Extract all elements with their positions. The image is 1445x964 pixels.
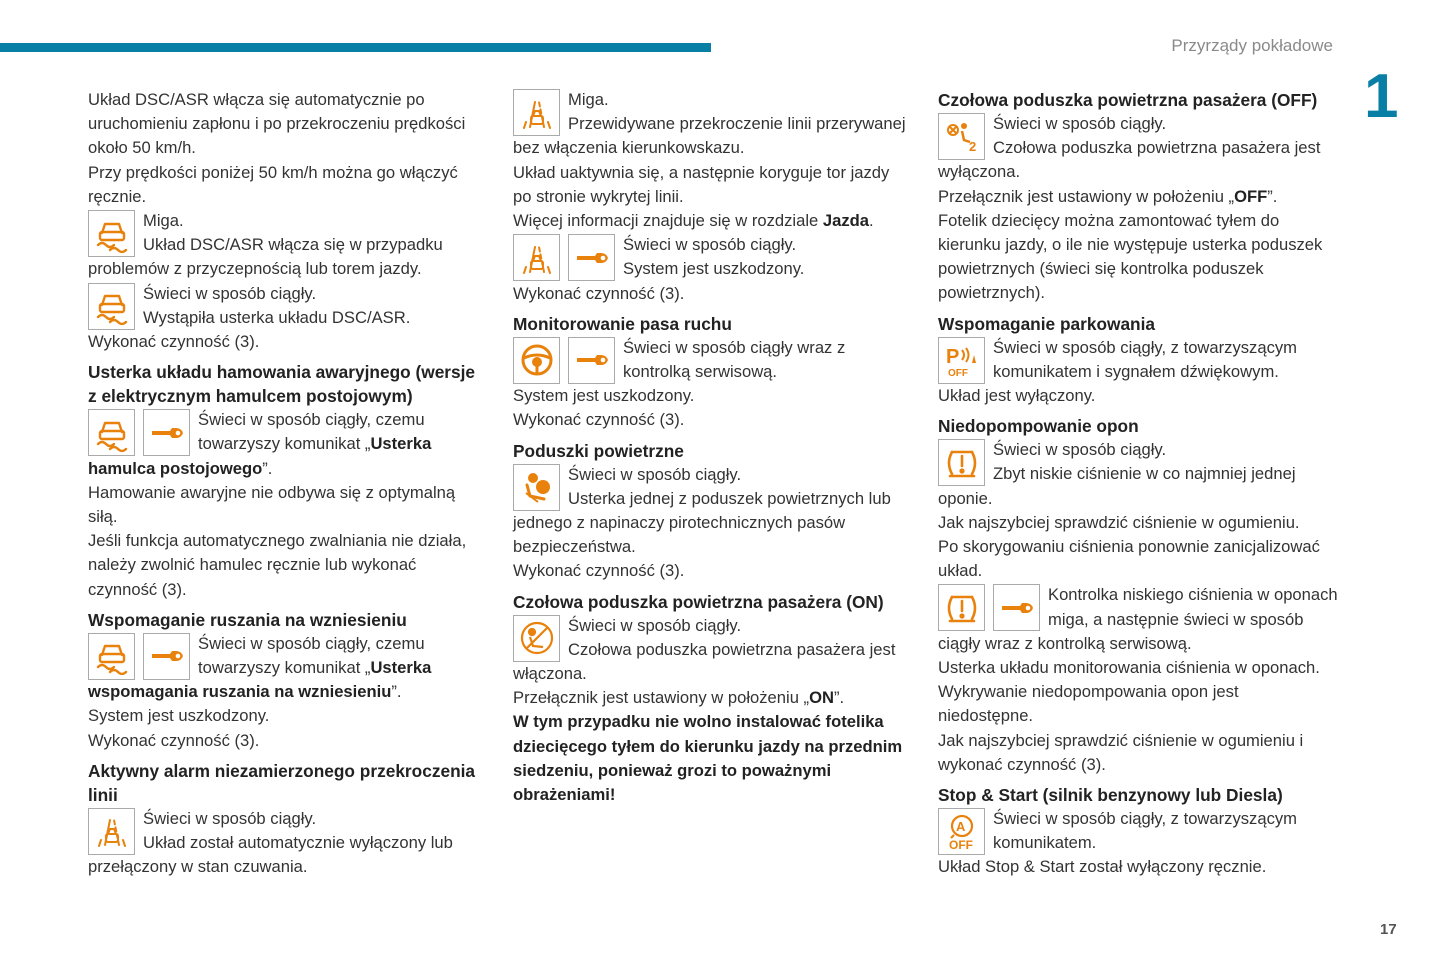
stop-start-off-icon: [938, 808, 985, 855]
heading: Niedopompowanie opon: [938, 416, 1139, 437]
paragraph: Świeci w sposób ciągły.: [143, 808, 317, 828]
lane-departure-icon: [513, 89, 560, 136]
tyre-pressure-icon: [938, 439, 985, 486]
lane-departure-icon: [513, 234, 560, 281]
airbag-icon: [513, 464, 560, 511]
paragraph: Świeci w sposób ciągły, z towarzyszącym komunikatem i sygnałem dźwiękowym.: [993, 337, 1298, 381]
paragraph: Wykrywanie niedopompowania opon jest niedostępne.: [938, 682, 1239, 726]
paragraph: Usterka jednej z poduszek powietrznych lub jednego z napinaczy pirotechnicznych pasów bezpieczeństwa.: [513, 488, 891, 557]
page-number: 17: [1380, 921, 1397, 938]
paragraph: Przełącznik jest ustawiony w położeniu „ON”.: [513, 688, 845, 708]
paragraph: Wykonać czynność (3).: [88, 332, 260, 352]
paragraph: Usterka układu monitorowania ciśnienia w oponach.: [938, 658, 1320, 678]
paragraph: Wykonać czynność (3).: [513, 283, 685, 303]
paragraph: Układ DSC/ASR włącza się w przypadku problemów z przyczepnością lub torem jazdy.: [88, 235, 443, 279]
paragraph: Przewidywane przekroczenie linii przerywanej bez włączenia kierunkowskazu.: [513, 114, 906, 158]
paragraph: Miga.: [143, 211, 184, 231]
heading: Czołowa poduszka powietrzna pasażera (OFF): [938, 90, 1318, 110]
park-off-label: OFF: [947, 368, 968, 380]
passenger-airbag-off-icon: [938, 113, 985, 160]
paragraph: Świeci w sposób ciągły.: [568, 615, 742, 635]
wrench-icon: [568, 337, 615, 384]
paragraph: Układ Stop & Start został wyłączony ręcznie.: [938, 857, 1267, 877]
column-2: [513, 88, 908, 807]
paragraph: Świeci w sposób ciągły.: [993, 440, 1167, 460]
paragraph: Zbyt niskie ciśnienie w co najmniej jednej oponie.: [938, 464, 1296, 508]
dsc-asr-warning-icon: [88, 409, 135, 456]
ss-icon-letter: A: [955, 818, 965, 834]
paragraph: Przełącznik jest ustawiony w położeniu „OFF”.: [938, 186, 1278, 206]
paragraph: Więcej informacji znajduje się w rozdziale Jazda.: [513, 211, 874, 231]
heading: Czołowa poduszka powietrzna pasażera (ON): [513, 591, 884, 612]
heading: Usterka układu hamowania awaryjnego (wersje z elektrycznym hamulcem postojowym): [88, 362, 476, 407]
ss-off-label: OFF: [948, 837, 973, 851]
paragraph: System jest uszkodzony.: [513, 386, 695, 406]
paragraph: Miga.: [568, 90, 609, 109]
paragraph: System jest uszkodzony.: [88, 706, 270, 726]
paragraph: Jak najszybciej sprawdzić ciśnienie w ogumieniu i wykonać czynność (3).: [938, 730, 1304, 774]
paragraph: Świeci w sposób ciągły wraz z kontrolką serwisową.: [623, 337, 846, 382]
paragraph: Świeci w sposób ciągły.: [568, 464, 742, 484]
heading: Monitorowanie pasa ruchu: [513, 313, 732, 334]
paragraph: Po skorygowaniu ciśnienia ponownie zanicjalizować układ.: [938, 537, 1320, 581]
header-accent-bar: [0, 43, 711, 52]
paragraph: Wykonać czynność (3).: [513, 410, 685, 430]
dsc-asr-warning-icon: [88, 633, 135, 680]
paragraph: System jest uszkodzony.: [623, 259, 805, 279]
wrench-icon: [993, 584, 1040, 631]
paragraph: Świeci w sposób ciągły.: [143, 283, 317, 303]
paragraph: Wykonać czynność (3).: [88, 730, 260, 750]
paragraph: Układ DSC/ASR włącza się automatycznie po uruchomieniu zapłonu i po przekroczeniu prędkości około 50 km/h.: [88, 90, 466, 158]
paragraph: Fotelik dziecięcy można zamontować tyłem do kierunku jazdy, o ile nie występuje usterka poduszek powietrznych (świeci się kontrolka poduszek powietrznych).: [938, 210, 1323, 303]
dsc-asr-warning-icon: [88, 283, 135, 330]
lane-departure-icon: [88, 808, 135, 855]
paragraph: Hamowanie awaryjne nie odbywa się z optymalną siłą.: [88, 482, 456, 527]
heading: Aktywny alarm niezamierzonego przekroczenia linii: [88, 760, 476, 805]
paragraph: Czołowa poduszka powietrzna pasażera jest włączona.: [513, 639, 896, 684]
column-3: [938, 88, 1338, 880]
paragraph: Świeci w sposób ciągły, z towarzyszącym komunikatem.: [993, 809, 1298, 853]
chapter-number: 1: [1364, 62, 1399, 131]
passenger-airbag-on-icon: [513, 615, 560, 662]
paragraph: Świeci w sposób ciągły, czemu towarzyszy komunikat „Usterka wspomagania ruszania na wzniesieniu”.: [88, 633, 432, 702]
paragraph: Przy prędkości poniżej 50 km/h można go włączyć ręcznie.: [88, 162, 458, 206]
heading: Wspomaganie parkowania: [938, 313, 1156, 334]
paragraph: Świeci w sposób ciągły, czemu towarzyszy komunikat „Usterka hamulca postojowego”.: [88, 410, 432, 478]
wrench-icon: [568, 234, 615, 281]
paragraph: Wystąpiła usterka układu DSC/ASR.: [143, 307, 411, 327]
section-title: Przyrządy pokładowe: [1171, 36, 1333, 55]
heading: Wspomaganie ruszania na wzniesieniu: [88, 609, 407, 630]
paragraph: Kontrolka niskiego ciśnienia w oponach miga, a następnie świeci w sposób ciągły wraz z kontrolką serwisową.: [938, 585, 1338, 653]
wrench-icon: [143, 409, 190, 456]
warning-paragraph: W tym przypadku nie wolno instalować fotelika dziecięcego tyłem do kierunku jazdy na przednim siedzeniu, ponieważ grozi to poważnymi obrażeniami!: [513, 712, 903, 805]
paragraph: Wykonać czynność (3).: [513, 561, 685, 581]
parking-assist-off-icon: [938, 337, 985, 384]
paragraph: Układ został automatycznie wyłączony lub przełączony w stan czuwania.: [88, 833, 453, 877]
paragraph: Czołowa poduszka powietrzna pasażera jest wyłączona.: [938, 138, 1321, 182]
paragraph: Świeci w sposób ciągły.: [623, 235, 797, 255]
tyre-pressure-icon: [938, 584, 985, 631]
dsc-asr-warning-icon: [88, 210, 135, 257]
paragraph: Układ jest wyłączony.: [938, 386, 1096, 406]
column-1: [88, 88, 483, 879]
wrench-icon: [143, 633, 190, 680]
steering-wheel-icon: [513, 337, 560, 384]
paragraph: Układ uaktywnia się, a następnie koryguje tor jazdy po stronie wykrytej linii.: [513, 162, 890, 206]
paragraph: Jeśli funkcja automatycznego zwalniania nie działa, należy zwolnić hamulec ręcznie lub wykonać czynność (3).: [88, 531, 467, 599]
heading: Stop & Start (silnik benzynowy lub Diesla): [938, 785, 1283, 806]
paragraph: Jak najszybciej sprawdzić ciśnienie w ogumieniu.: [938, 512, 1300, 532]
paragraph: Świeci w sposób ciągły.: [993, 114, 1167, 133]
heading: Poduszki powietrzne: [513, 440, 684, 461]
